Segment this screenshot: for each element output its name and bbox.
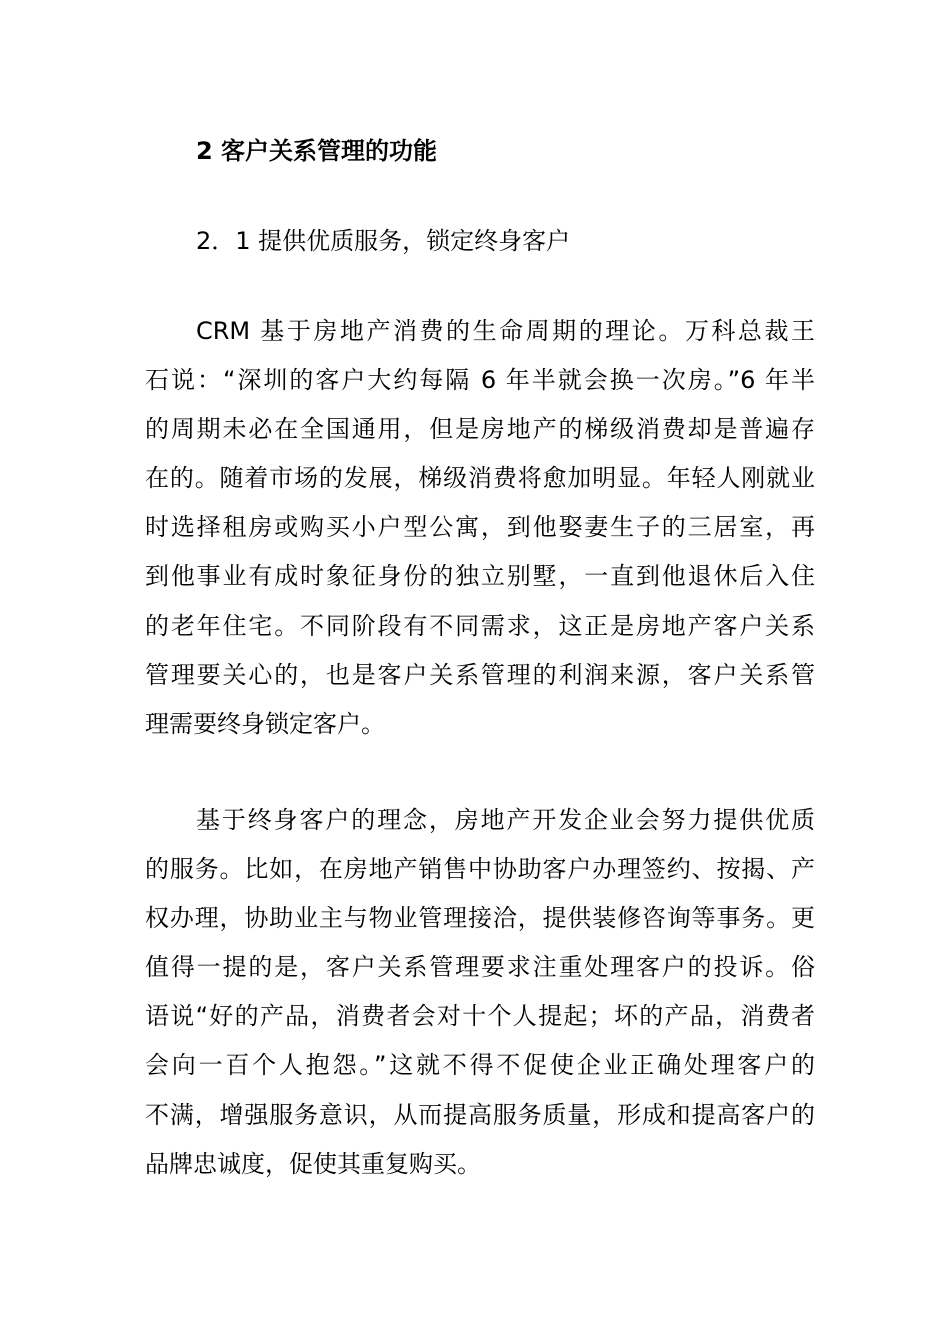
paragraph-line: 会向一百个人抱怨。”这就不得不促使企业正确处理客户的 [145, 1051, 815, 1080]
paragraph-crm-lifecycle [145, 312, 815, 754]
paragraph-line: 值得一提的是，客户关系管理要求注重处理客户的投诉。俗 [145, 953, 815, 982]
paragraph-line: 的周期未必在全国通用，但是房地产的梯级消费却是普遍存 [145, 415, 815, 444]
paragraph-line: 语说“好的产品，消费者会对十个人提起；坏的产品，消费者 [145, 1002, 815, 1031]
paragraph-line: 基于终身客户的理念，房地产开发企业会努力提供优质 [196, 806, 815, 834]
paragraph-line: 石说：“深圳的客户大约每隔 6 年半就会换一次房。”6 年半 [145, 366, 815, 395]
paragraph-line: 的服务。比如，在房地产销售中协助客户办理签约、按揭、产 [145, 855, 815, 884]
section-heading: 2 客户关系管理的功能 [196, 137, 438, 165]
paragraph-line: 不满，增强服务意识，从而提高服务质量，形成和提高客户的 [145, 1100, 815, 1129]
paragraph-line: 的老年住宅。不同阶段有不同需求，这正是房地产客户关系 [145, 611, 815, 640]
paragraph-quality-service [145, 801, 815, 1194]
paragraph-line: 管理要关心的，也是客户关系管理的利润来源，客户关系管 [145, 660, 815, 689]
paragraph-line: 在的。随着市场的发展，梯级消费将愈加明显。年轻人刚就业 [145, 464, 815, 493]
paragraph-line: 权办理，协助业主与物业管理接洽，提供装修咨询等事务。更 [145, 904, 815, 933]
subsection-heading: 2．1 提供优质服务，锁定终身客户 [196, 227, 571, 255]
paragraph-line: 时选择租房或购买小户型公寓，到他娶妻生子的三居室，再 [145, 513, 815, 542]
paragraph-line: 理需要终身锁定客户。 [145, 709, 385, 738]
paragraph-line: 到他事业有成时象征身份的独立别墅，一直到他退休后入住 [145, 562, 815, 591]
paragraph-line: CRM 基于房地产消费的生命周期的理论。万科总裁王 [196, 317, 815, 345]
paragraph-line: 品牌忠诚度，促使其重复购买。 [145, 1149, 481, 1178]
